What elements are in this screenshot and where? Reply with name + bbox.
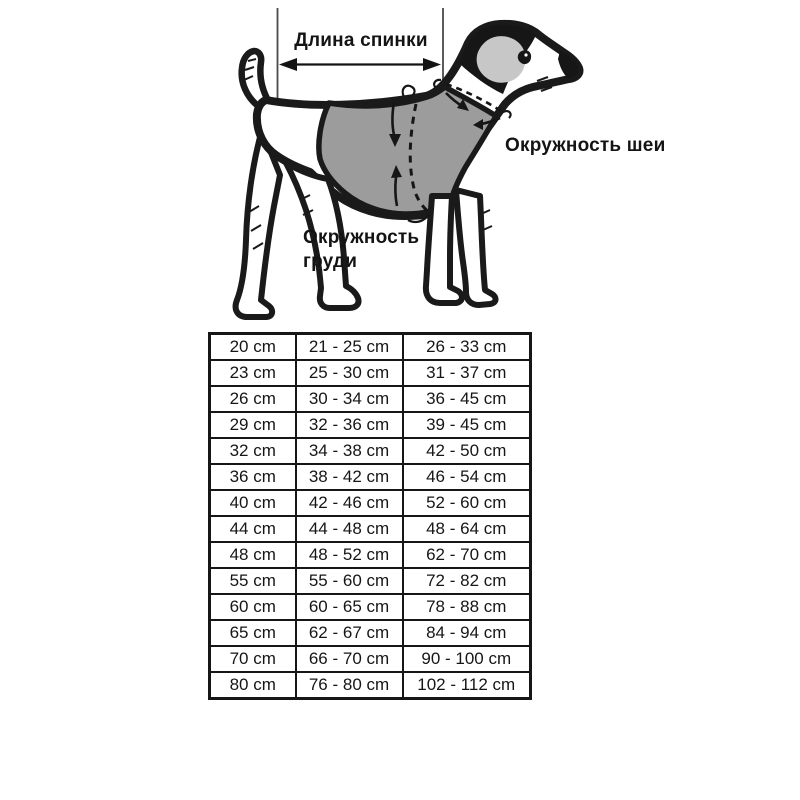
table-cell: 90 - 100 cm [403,646,531,672]
table-cell: 23 cm [210,360,296,386]
table-row [210,568,531,594]
table-row [210,490,531,516]
table-cell: 26 - 33 cm [403,334,531,361]
table-cell: 66 - 70 cm [296,646,403,672]
dog-front-leg-far [456,190,496,305]
table-cell: 80 cm [210,672,296,699]
size-table-body [210,334,531,699]
table-row [210,620,531,646]
table-cell: 39 - 45 cm [403,412,531,438]
table-cell: 84 - 94 cm [403,620,531,646]
table-cell: 48 - 64 cm [403,516,531,542]
table-cell: 55 - 60 cm [296,568,403,594]
table-row [210,438,531,464]
table-cell: 65 cm [210,620,296,646]
table-cell: 48 - 52 cm [296,542,403,568]
table-cell: 31 - 37 cm [403,360,531,386]
table-cell: 62 - 70 cm [403,542,531,568]
table-cell: 78 - 88 cm [403,594,531,620]
table-row [210,646,531,672]
table-cell: 21 - 25 cm [296,334,403,361]
table-cell: 30 - 34 cm [296,386,403,412]
table-cell: 44 cm [210,516,296,542]
table-row [210,542,531,568]
table-cell: 70 cm [210,646,296,672]
table-row [210,672,531,699]
table-row [210,516,531,542]
back-length-label: Длина спинки [294,30,428,51]
table-cell: 48 cm [210,542,296,568]
table-cell: 62 - 67 cm [296,620,403,646]
table-row [210,360,531,386]
table-cell: 20 cm [210,334,296,361]
table-cell: 72 - 82 cm [403,568,531,594]
table-cell: 32 cm [210,438,296,464]
chest-circumference-label: Окружность груди [303,227,420,272]
table-cell: 42 - 46 cm [296,490,403,516]
table-cell: 36 cm [210,464,296,490]
table-row [210,386,531,412]
table-cell: 60 cm [210,594,296,620]
size-table [208,332,532,700]
table-row [210,334,531,361]
table-cell: 44 - 48 cm [296,516,403,542]
table-cell: 42 - 50 cm [403,438,531,464]
table-row [210,412,531,438]
table-cell: 25 - 30 cm [296,360,403,386]
table-cell: 40 cm [210,490,296,516]
table-cell: 55 cm [210,568,296,594]
table-cell: 29 cm [210,412,296,438]
table-cell: 52 - 60 cm [403,490,531,516]
table-row [210,464,531,490]
table-row [210,594,531,620]
table-cell: 46 - 54 cm [403,464,531,490]
table-cell: 36 - 45 cm [403,386,531,412]
table-cell: 32 - 36 cm [296,412,403,438]
table-cell: 34 - 38 cm [296,438,403,464]
back-length-arrow [279,58,441,71]
table-cell: 38 - 42 cm [296,464,403,490]
table-cell: 102 - 112 cm [403,672,531,699]
table-cell: 26 cm [210,386,296,412]
table-cell: 76 - 80 cm [296,672,403,699]
neck-circumference-label: Окружность шеи [505,135,666,156]
table-cell: 60 - 65 cm [296,594,403,620]
